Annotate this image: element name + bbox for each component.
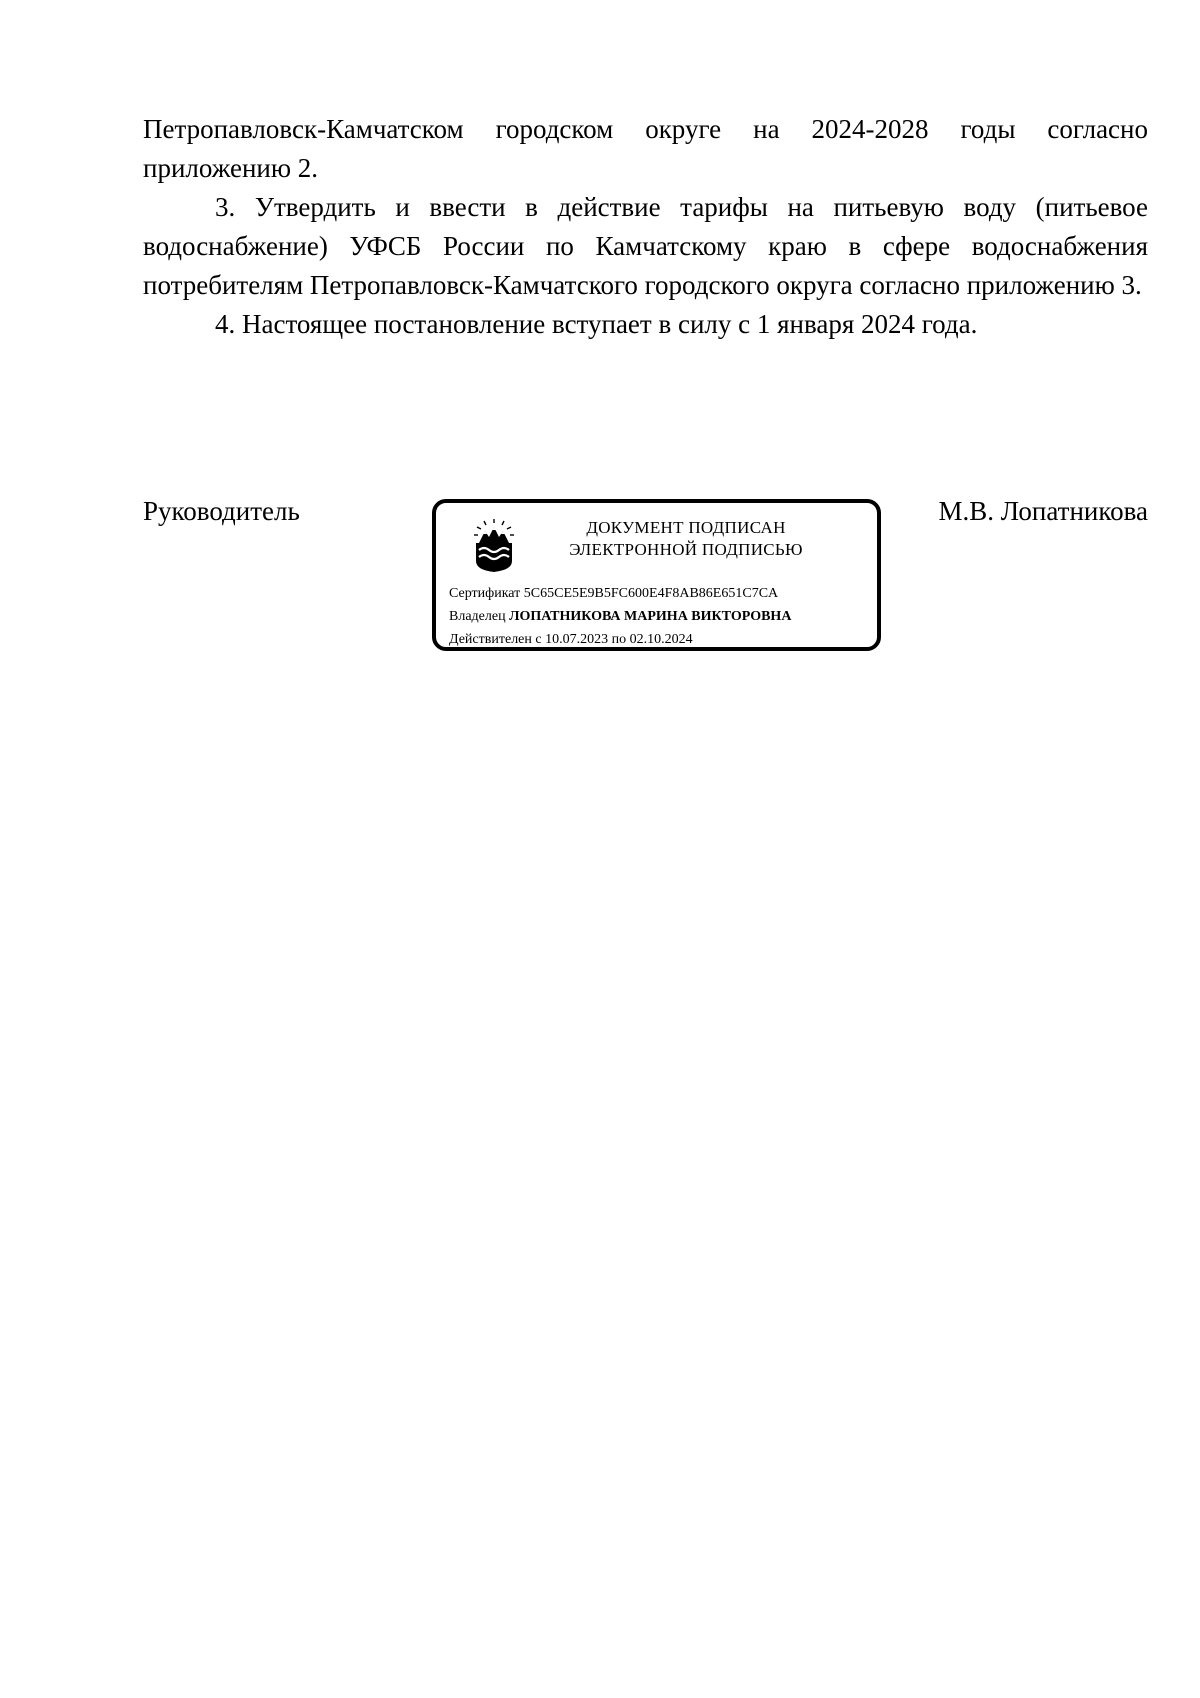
certificate-value: 5C65CE5E9B5FC600E4F8AB86E651C7CA	[523, 586, 779, 601]
owner-line	[449, 605, 791, 628]
certificate-label: Сертификат	[449, 586, 521, 601]
paragraph-item-4: 4. Настоящее постановление вступает в силу с 1 января 2024 года.	[215, 309, 978, 339]
valid-to-date: 02.10.2024	[629, 632, 693, 647]
stamp-details	[449, 582, 791, 651]
certificate-line	[449, 582, 791, 605]
stamp-title-line-1: ДОКУМЕНТ ПОДПИСАН	[586, 518, 786, 537]
owner-label: Владелец	[449, 609, 506, 624]
kamchatka-coat-of-arms-icon	[472, 517, 516, 573]
validity-to-label: по	[611, 632, 627, 647]
validity-label: Действителен с	[449, 632, 542, 647]
document-body	[143, 110, 1148, 344]
validity-line	[449, 628, 791, 651]
signer-name: М.В. Лопатникова	[938, 496, 1148, 526]
paragraph-continuation: Петропавловск-Камчатском городском округе на 2024-2028 годы согласно приложению 2.	[143, 114, 1148, 183]
owner-value: ЛОПАТНИКОВА МАРИНА ВИКТОРОВНА	[509, 609, 792, 624]
valid-from-date: 10.07.2023	[545, 632, 609, 647]
stamp-title	[536, 517, 836, 561]
stamp-title-line-2: ЭЛЕКТРОННОЙ ПОДПИСЬЮ	[569, 540, 803, 559]
electronic-signature-stamp	[432, 499, 881, 651]
paragraph-item-3: 3. Утвердить и ввести в действие тарифы на питьевую воду (питьевое водоснабжение) УФСБ России по Камчатскому краю в сфере водоснабжения потребителям Петропавловск-Камчатского городского округа согласно приложению 3.	[143, 192, 1148, 300]
signature-block	[143, 492, 1148, 672]
signer-position: Руководитель	[143, 496, 300, 526]
